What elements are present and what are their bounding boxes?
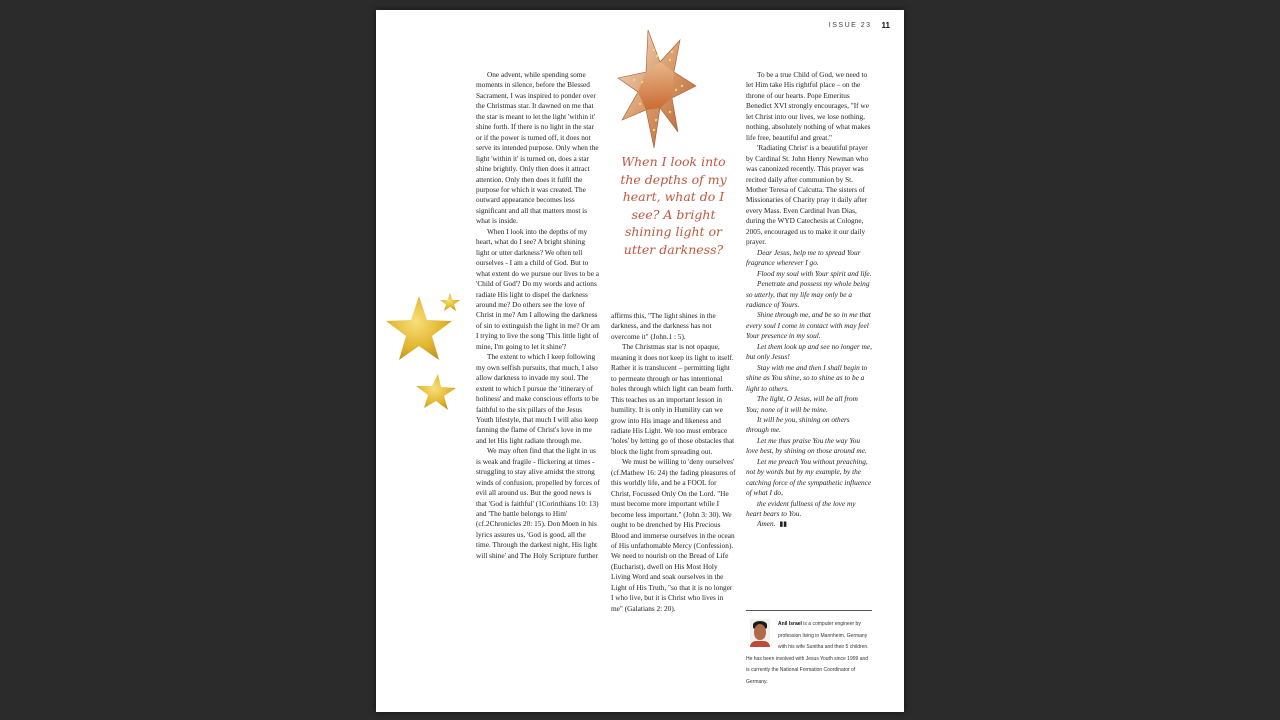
article-column-1 bbox=[476, 70, 600, 561]
article-column-2 bbox=[611, 311, 736, 614]
author-photo bbox=[750, 619, 770, 647]
paragraph: 'Radiating Christ' is a beautiful prayer by Cardinal St. John Henry Newman who was canonized recently. This prayer was recited daily after communion by St. Mother Teresa of Calcutta. The sisters of Missionaries of Charity pray it daily after every Mass. Even Cardinal Ivan Dias, during the WYD Catechesis at Cologne, 2005, encouraged us to make it our daily prayer. bbox=[746, 143, 869, 247]
paragraph: affirms this, "The light shines in the darkness, and the darkness has not overcome it" (John.1 : 5). bbox=[611, 311, 716, 341]
end-mark-icon: ▮▮ bbox=[779, 520, 788, 529]
paragraph: The Christmas star is not opaque, meaning it does not keep its light to itself. Rather it is translucent – permitting light to permeate through or has intentional holes through which light can beam forth. This teaches us an important lesson in humility. It is only in Humility can we grow into His image and likeness and radiate His Light. We too must embrace 'holes' by letting go of those obstacles that block the light from spreading out. bbox=[611, 342, 735, 456]
prayer-line: Shine through me, and be so in me that every soul I come in contact with may feel Your presence in my soul. bbox=[746, 310, 871, 341]
paragraph: To be a true Child of God, we need to let Him take His rightful place – on the throne of our hearts. Pope Emeritus Benedict XVI strongly encourages, "If we let Christ into our lives, we lose nothing, nothing, absolutely nothing of what makes life free, beautiful and great." bbox=[746, 70, 871, 142]
gold-stars-image bbox=[386, 290, 466, 415]
author-bio bbox=[746, 610, 872, 688]
paragraph: When I look into the depths of my heart, what do I see? A bright shining light or utter darkness? We often tell ourselves - I am a child of God. But to what extent do we pursue our lives to be a 'Child of God'? Do my words and actions radiate His light to dispel the darkness around me? Do others see the love of Christ in me? Am I allowing the darkness of sin to extinguish the light in me? Or am I trying to live the song 'This little light of mine, I'm going to let it shine'? bbox=[476, 226, 600, 351]
avatar-shirt bbox=[750, 641, 770, 647]
pull-quote: When I look into the depths of my heart, what do I see? A bright shining light or utter darkness? bbox=[620, 154, 727, 257]
paragraph: The extent to which I keep following my own selfish pursuits, that much, I also allow darkness to invade my soul. The extent to which I pursue the 'itinerary of holiness' and make conscious efforts to be faithful to the six pillars of the Jesus Youth lifestyle, that much I will also keep fanning the flame of Christ's love in me and let His light radiate through me. bbox=[476, 352, 599, 445]
paragraph: We may often find that the light in us is weak and fragile - flickering at times - struggling to stay alive amidst the strong winds of confusion, propelled by forces of evil all around us. But the good news is that 'God is faithful' (1Corinthians 10: 13) and 'The battle belongs to Him' (cf.2Chronicles 20: 15). Don Moen in his lyrics assures us, 'God is good, all the time. Through the darkest night, His light will shine' and The Holy Scripture further bbox=[476, 446, 600, 560]
prayer-line: the evident fullness of the love my heart bears to You. bbox=[746, 498, 856, 519]
prayer-amen bbox=[746, 519, 872, 529]
prayer-line: Flood my soul with Your spirit and life. bbox=[757, 268, 872, 278]
paragraph: We must be willing to 'deny ourselves' (cf.Mathew 16: 24) the fading pleasures of this worldly life, and be a FOOL for Christ, Focussed Only On the Lord. "He must become more important while I become less important." (John 3: 30). We ought to be drenched by His Precious Blood and immerse ourselves in the ocean of His unfathomable Mercy (Confession). We need to nourish on the Bread of Life (Eucharist), dwell on His Most Holy Living Word and soak ourselves in the Light of His Truth, "so that it is no longer I who live, but it is Christ who lives in me" (Galatians 2: 20). bbox=[611, 457, 736, 613]
author-name: Anil Israel bbox=[778, 621, 802, 627]
prayer-line: Stay with me and then I shall begin to shine as You shine, so to shine as to be a light to others. bbox=[746, 362, 868, 393]
prayer-line: Let me thus praise You the way You love best, by shining on those around me. bbox=[746, 435, 867, 456]
prayer-line: Penetrate and possess my whole being so utterly, that my life may only be a radiance of Yours. bbox=[746, 279, 870, 309]
prayer-line: It will be you, shining on others through me. bbox=[746, 414, 850, 435]
article-column-3 bbox=[746, 70, 872, 530]
page-number: 11 bbox=[881, 21, 890, 30]
prayer-line: The light, O Jesus, will be all from You; none of it will be mine. bbox=[746, 394, 858, 414]
amen-text: Amen. bbox=[757, 519, 776, 529]
prayer-line: Let me preach You without preaching, not by words but by my example, by the catching force of the sympathetic influence of what I do, bbox=[746, 456, 872, 498]
orange-star-lantern-image bbox=[616, 28, 700, 150]
paragraph: One advent, while spending some moments in silence, before the Blessed Sacrament, I was inspired to ponder over the Christmas star. It dawned on me that the star is meant to let the light 'within it' shine forth. If there is no light in the star or if the power is turned off, it does not serve its intended purpose. Only when the light 'within it' is turned on, does a star shine brightly. Only then does it attract attention. Only then does it fulfil the purpose for which it was created. The outward appearance becomes less significant and all that matters most is what is inside. bbox=[476, 70, 599, 226]
prayer-line: Dear Jesus, help me to spread Your fragrance wherever I go. bbox=[746, 247, 861, 268]
magazine-page bbox=[376, 10, 904, 712]
issue-label: ISSUE 23 bbox=[828, 22, 872, 29]
page-header bbox=[829, 21, 890, 30]
avatar-face bbox=[754, 624, 766, 640]
prayer-line: Let them look up and see no longer me, but only Jesus! bbox=[746, 341, 872, 362]
author-bio-text: is a computer engineer by profession living in Mannheim, Germany with his wife Sunitha and their 5 children. He has been involved with Jesus Youth since 1999 and is currently the National Formation Coordinator of Germany. bbox=[746, 621, 869, 685]
